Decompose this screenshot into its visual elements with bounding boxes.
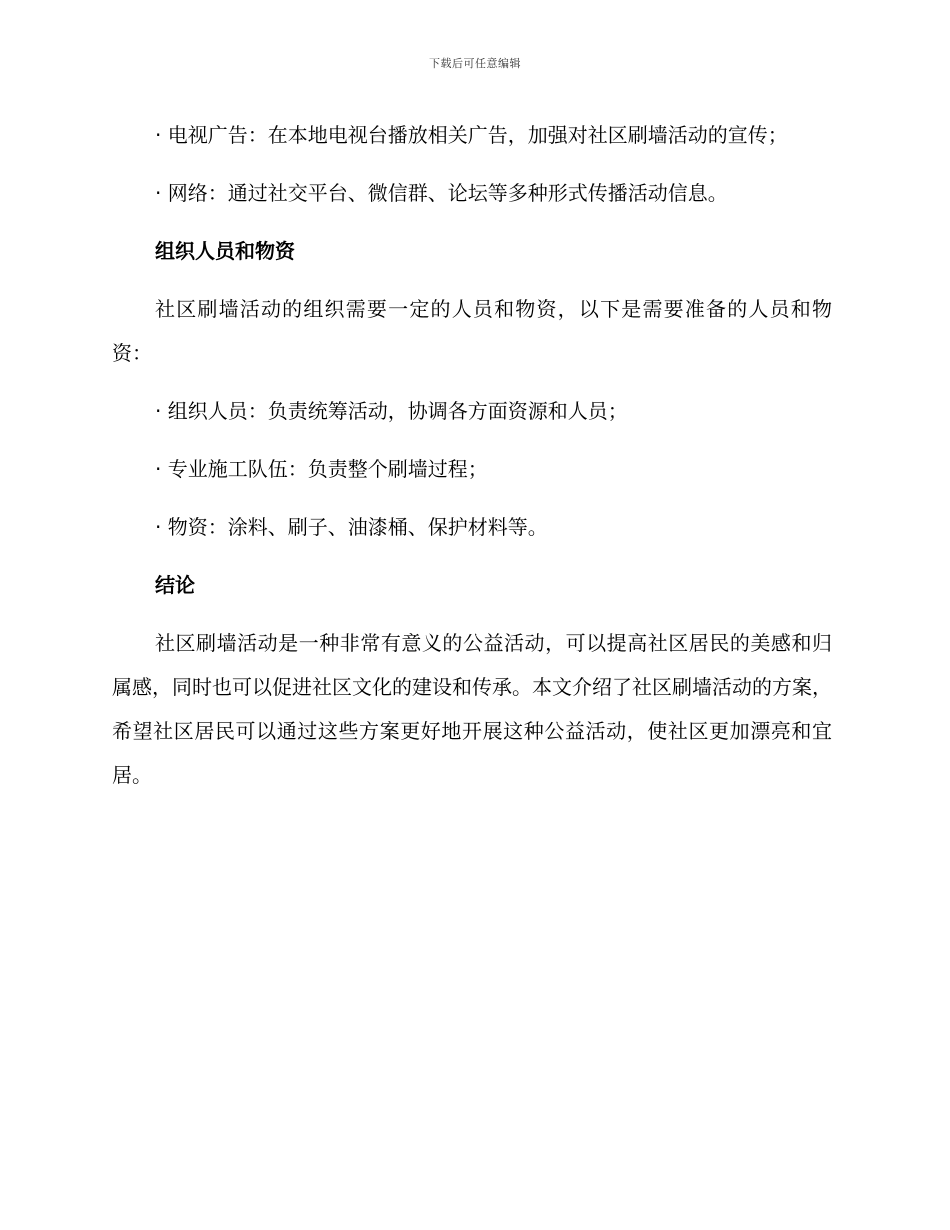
bullet-organizers: · 组织人员：负责统筹活动，协调各方面资源和人员； xyxy=(155,399,628,423)
body-paragraph-staff-materials: 社区刷墙活动的组织需要一定的人员和物资，以下是需要准备的人员和物资： xyxy=(112,297,832,365)
section-heading-conclusion: 结论 xyxy=(155,573,195,597)
header-note: 下载后可任意编辑 xyxy=(429,57,521,70)
document-body xyxy=(112,113,832,811)
bullet-network: · 网络：通过社交平台、微信群、论坛等多种形式传播活动信息。 xyxy=(155,181,728,205)
body-paragraph-conclusion: 社区刷墙活动是一种非常有意义的公益活动，可以提高社区居民的美感和归属感，同时也可以促进社区文化的建设和传承。本文介绍了社区刷墙活动的方案，希望社区居民可以通过这些方案更好地开展这种公益活动，使社区更加漂亮和宜居。 xyxy=(112,631,832,787)
bullet-materials: · 物资：涂料、刷子、油漆桶、保护材料等。 xyxy=(155,515,548,539)
bullet-construction-team: · 专业施工队伍：负责整个刷墙过程； xyxy=(155,457,488,481)
bullet-tv-ads: · 电视广告：在本地电视台播放相关广告，加强对社区刷墙活动的宣传； xyxy=(155,123,788,147)
section-heading-staff-materials: 组织人员和物资 xyxy=(155,239,295,263)
